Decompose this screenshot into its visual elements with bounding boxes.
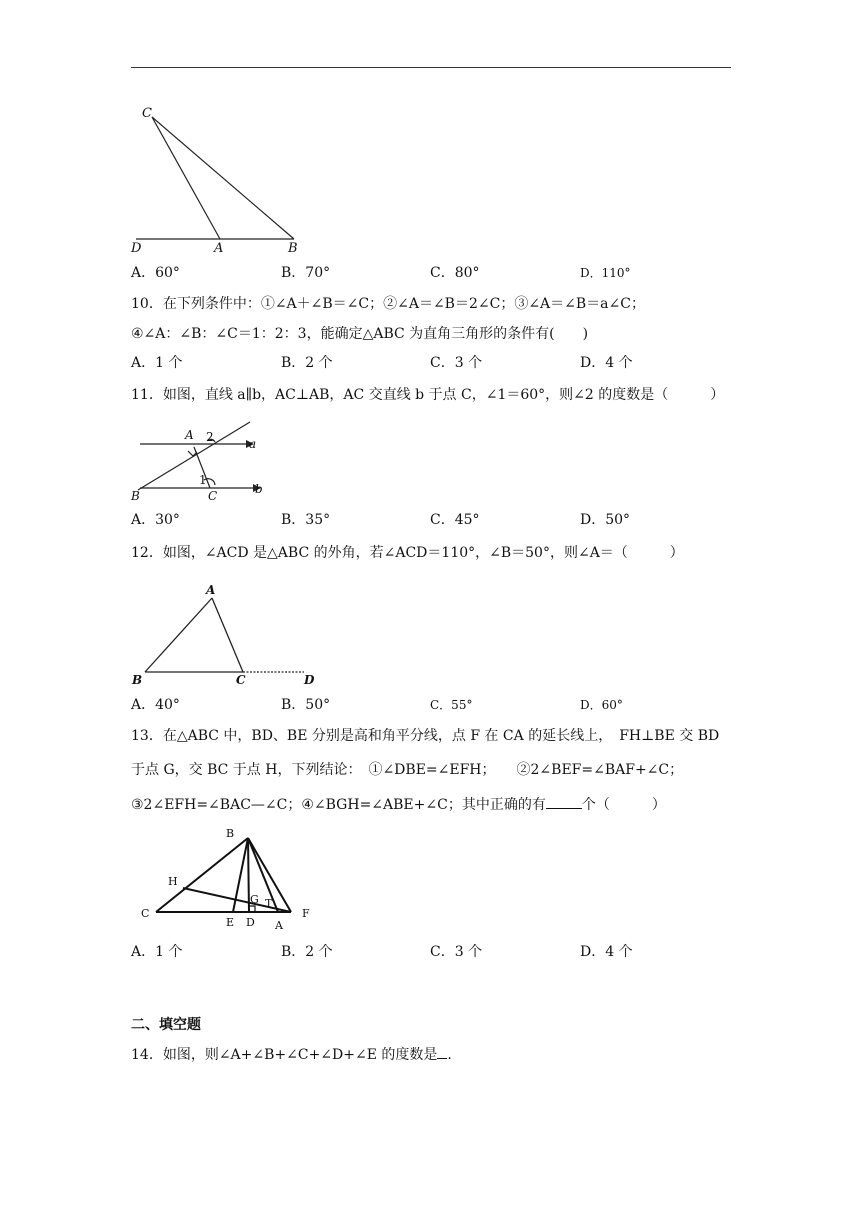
q12-option-c: C．55° [430, 698, 473, 712]
fig13-label-h: H [168, 875, 178, 888]
q14-answer-blank[interactable] [437, 1044, 447, 1059]
fig11-label-2: 2 [206, 430, 214, 444]
q11-options [131, 510, 731, 530]
q9-option-a: A．60° [131, 265, 180, 281]
fig13-label-g: G [250, 893, 259, 906]
q12-option-b: B．50° [281, 697, 331, 713]
q9-option-d: D．110° [580, 266, 631, 280]
q13-line-2: 于点 G，交 BC 于点 H，下列结论： ①∠DBE=∠EFH； ②2∠BEF=∠BAF+∠C； [131, 762, 684, 778]
q9-figure [128, 100, 308, 260]
q13-option-b: B．2 个 [281, 944, 333, 960]
q13-option-c: C．3 个 [430, 944, 483, 960]
fig11-label-c: C [208, 489, 218, 503]
q13-answer-blank[interactable] [546, 794, 582, 809]
section-title-fill-in: 二、填空题 [131, 1017, 201, 1033]
q13-option-d: D．4 个 [580, 944, 633, 960]
fig11-label-a: A [185, 428, 194, 442]
fig12-label-b: B [132, 673, 143, 687]
q11-figure [128, 420, 278, 505]
q13-line-3-tail: 个（ ） [581, 797, 666, 813]
fig13-label-f: F [302, 907, 310, 920]
q11-line-1: 11．如图，直线 a∥b，AC⊥AB，AC 交直线 b 于点 C，∠1＝60°，则∠2 的度数是（ ） [131, 387, 725, 403]
fig11-label-b: B [131, 489, 140, 503]
header-rule [131, 67, 731, 68]
q13-figure [128, 822, 328, 937]
q10-line-2: ④∠A：∠B：∠C＝1：2：3，能确定△ABC 为直角三角形的条件有( ) [131, 326, 589, 342]
fig9-label-d: D [131, 241, 142, 256]
q11-option-b: B．35° [281, 512, 331, 528]
q11-option-a: A．30° [131, 512, 180, 528]
q12-options [131, 695, 731, 715]
fig9-label-a: A [214, 241, 224, 256]
fig11-label-b-line: b [255, 482, 263, 496]
q13-line-3 [131, 794, 666, 815]
q11-option-c: C．45° [430, 512, 480, 528]
fig12-label-d: D [304, 673, 315, 687]
fig9-label-c: C [142, 106, 152, 121]
fig13-label-t: T [265, 897, 273, 910]
fig13-label-e: E [226, 916, 235, 929]
q13-line-3-text: ③2∠EFH=∠BAC—∠C；④∠BGH=∠ABE+∠C；其中正确的有 [131, 797, 546, 813]
q11-option-d: D．50° [580, 512, 631, 528]
q10-options [131, 353, 731, 373]
q9-options [131, 263, 731, 283]
q14-tail: . [447, 1047, 452, 1063]
q12-option-a: A．40° [131, 697, 180, 713]
fig9-label-b: B [288, 241, 298, 256]
q9-option-c: C．80° [430, 265, 480, 281]
q10-option-d: D．4 个 [580, 355, 633, 371]
q10-line-1: 10．在下列条件中：①∠A＋∠B＝∠C；②∠A＝∠B＝2∠C；③∠A＝∠B＝a∠C； [131, 296, 645, 312]
fig13-label-b: B [226, 827, 235, 840]
fig11-label-1: 1 [199, 473, 207, 487]
q9-option-b: B．70° [281, 265, 331, 281]
fig12-label-a: A [206, 583, 216, 597]
q13-option-a: A．1 个 [131, 944, 183, 960]
fig13-label-d: D [246, 916, 255, 929]
q10-option-a: A．1 个 [131, 355, 183, 371]
q10-option-b: B．2 个 [281, 355, 333, 371]
fig11-label-a-line: a [249, 437, 257, 451]
q12-line-1: 12．如图，∠ACD 是△ABC 的外角，若∠ACD＝110°，∠B＝50°，则∠A＝（ ） [131, 545, 684, 561]
q14-text: 14．如图，则∠A+∠B+∠C+∠D+∠E 的度数是 [131, 1047, 438, 1063]
q12-figure [128, 580, 328, 690]
q14-line-1 [131, 1044, 452, 1065]
fig13-label-a: A [275, 919, 283, 932]
fig13-label-c: C [141, 907, 150, 920]
fig12-label-c: C [236, 673, 246, 687]
q13-line-1: 13．在△ABC 中，BD、BE 分别是高和角平分线，点 F 在 CA 的延长线上， FH⊥BE 交 BD [131, 728, 720, 744]
q13-options [131, 942, 731, 962]
q12-option-d: D．60° [580, 698, 623, 712]
q10-option-c: C．3 个 [430, 355, 483, 371]
